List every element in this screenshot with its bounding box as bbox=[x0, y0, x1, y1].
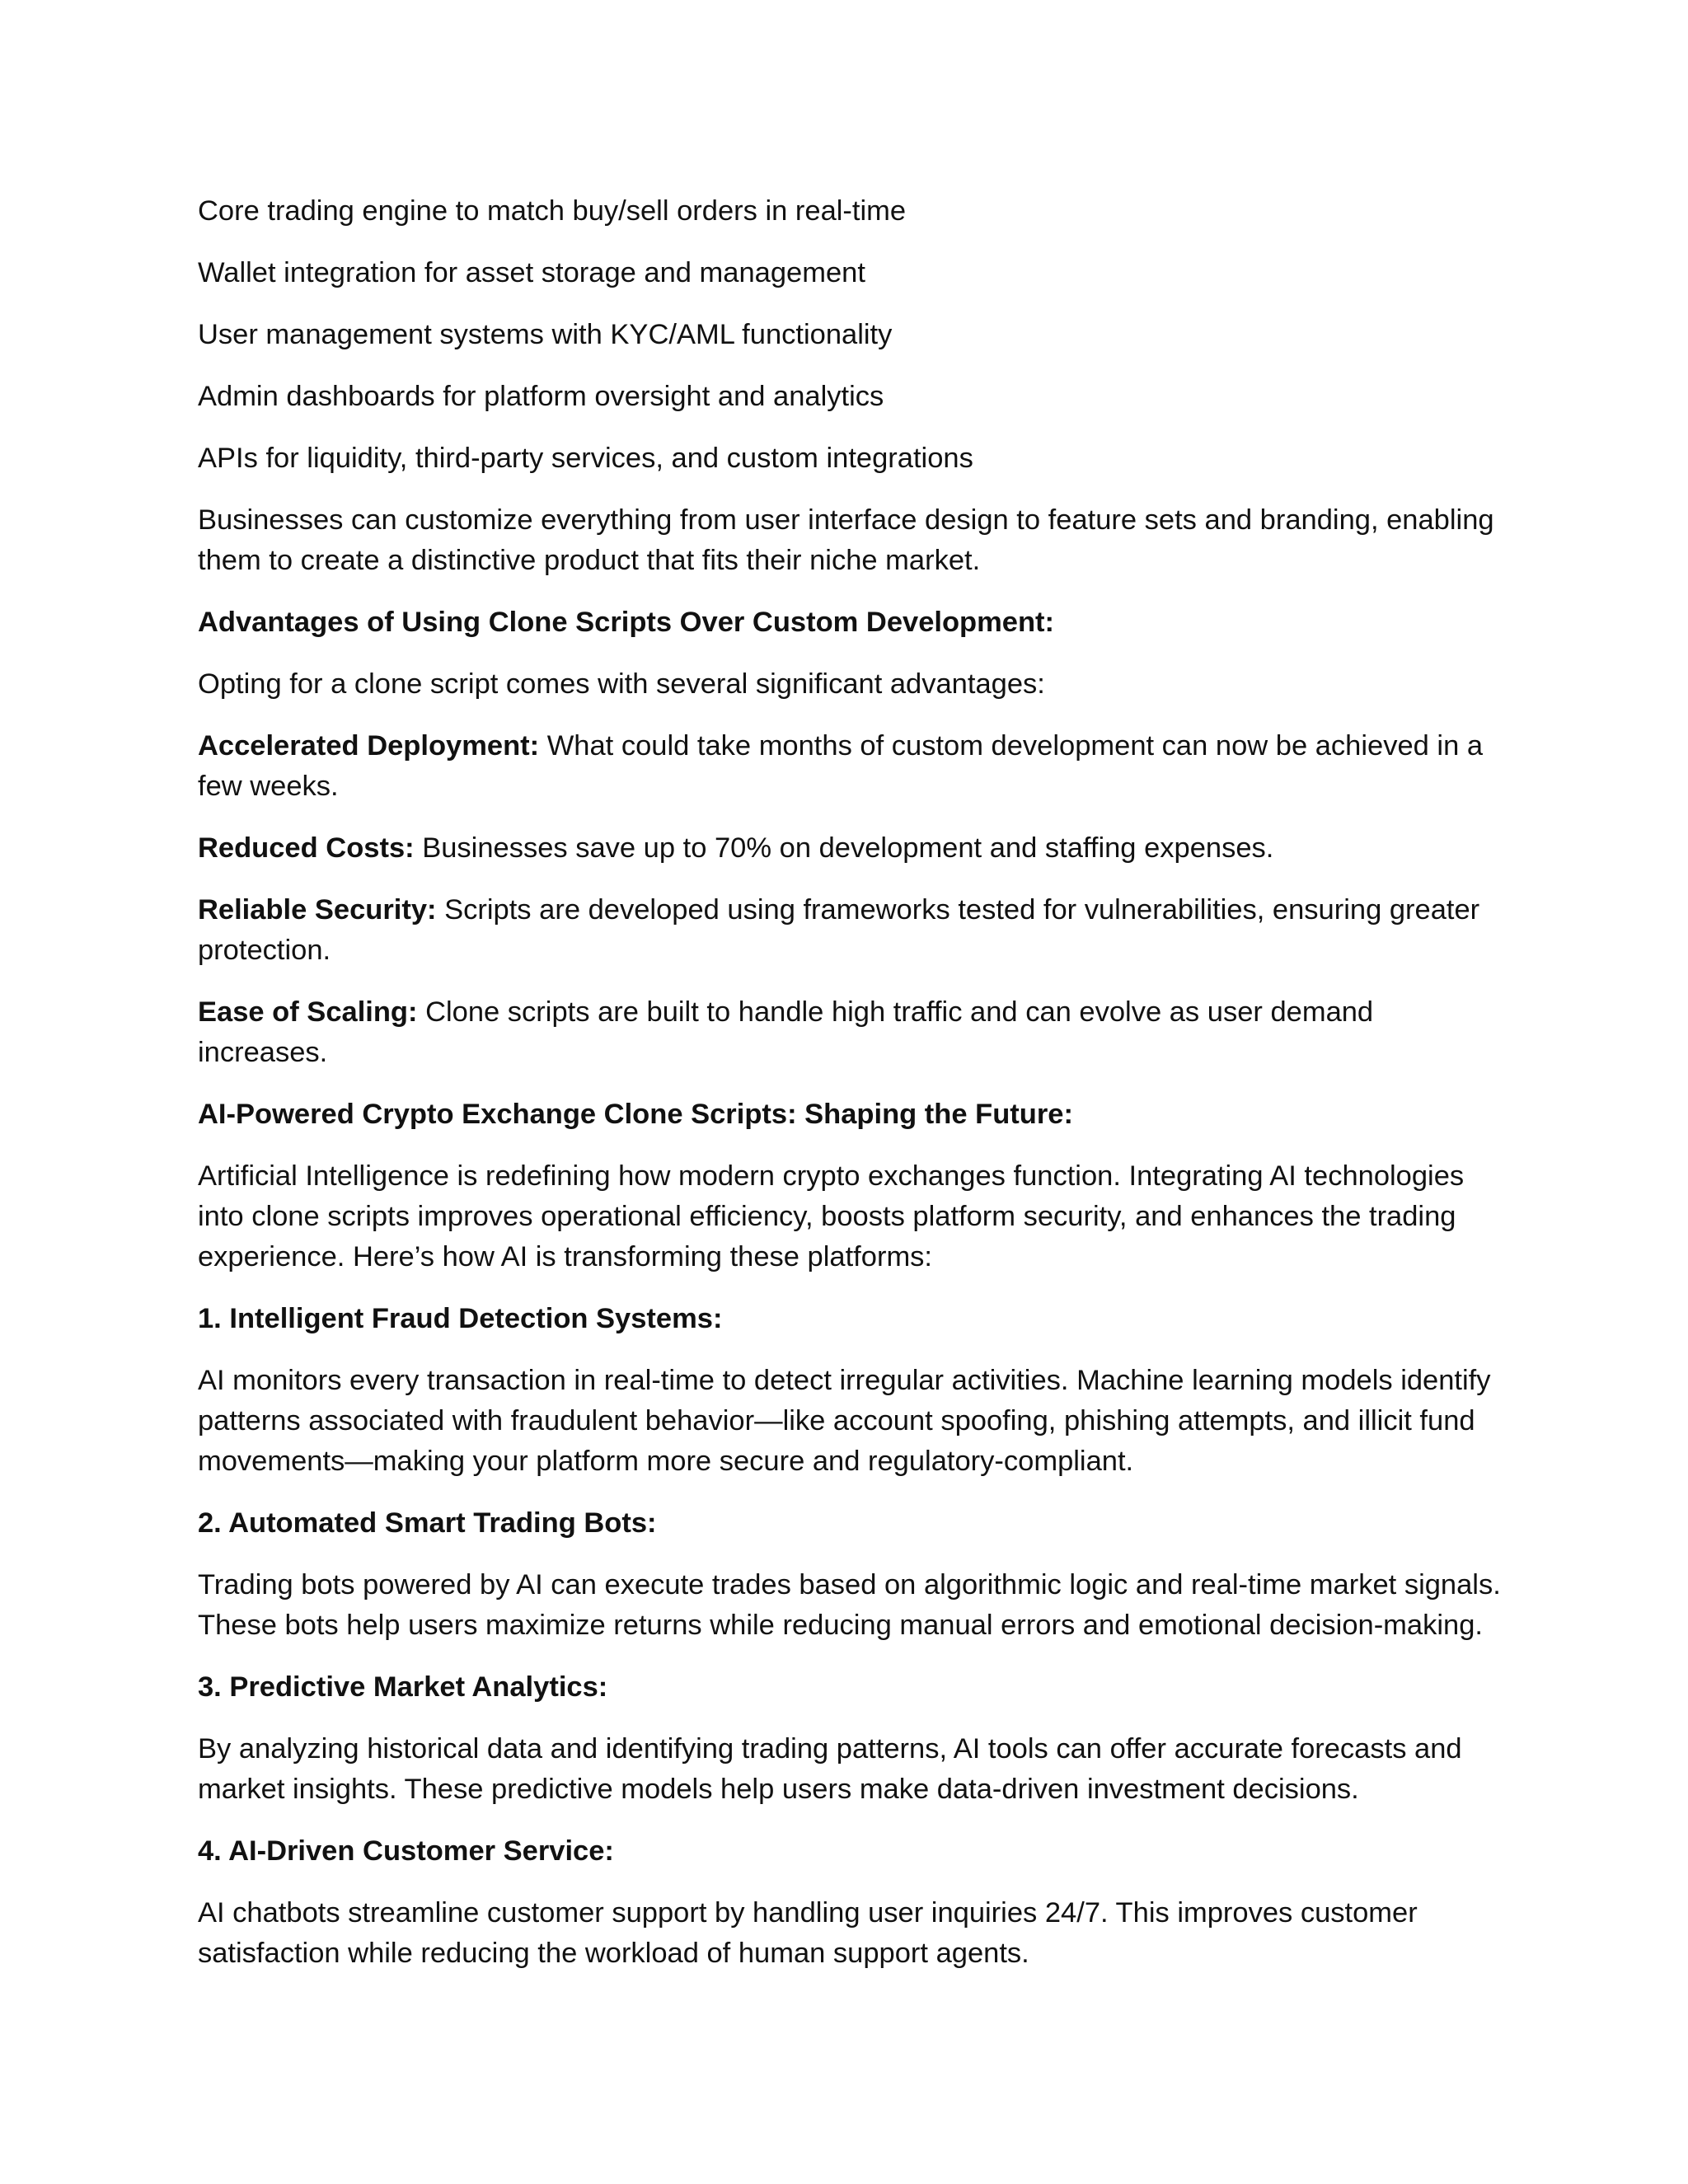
advantage-label: Reduced Costs: bbox=[198, 832, 415, 864]
advantage-label: Reliable Security: bbox=[198, 894, 437, 926]
advantages-heading: Advantages of Using Clone Scripts Over Custom Development: bbox=[198, 607, 1055, 638]
advantage-text: Clone scripts are built to handle high traffic and can evolve as user demand increases. bbox=[198, 996, 1374, 1068]
trading-bots-heading: 2. Automated Smart Trading Bots: bbox=[198, 1507, 657, 1539]
ai-section-heading: AI-Powered Crypto Exchange Clone Scripts: Shaping the Future: bbox=[198, 1099, 1073, 1130]
advantages-intro: Opting for a clone script comes with several significant advantages: bbox=[198, 668, 1045, 700]
advantage-text: Scripts are developed using frameworks tested for vulnerabilities, ensuring greater protection. bbox=[198, 894, 1480, 966]
advantage-text: What could take months of custom development can now be achieved in a few weeks. bbox=[198, 730, 1484, 802]
customer-service-heading: 4. AI-Driven Customer Service: bbox=[198, 1835, 614, 1867]
fraud-detection-paragraph: AI monitors every transaction in real-time to detect irregular activities. Machine learning models identify patterns associated with fraudulent behavior—like account spoofing, phishing attempts, and illicit fund movements—making your platform more secure and regulatory-compliant. bbox=[198, 1365, 1491, 1477]
advantage-reliable-security bbox=[198, 890, 1504, 971]
advantage-label: Ease of Scaling: bbox=[198, 996, 418, 1028]
feature-item-apis: APIs for liquidity, third-party services, and custom integrations bbox=[198, 443, 973, 474]
advantage-accelerated-deployment bbox=[198, 726, 1504, 807]
feature-item-user-management: User management systems with KYC/AML functionality bbox=[198, 319, 893, 350]
predictive-analytics-paragraph: By analyzing historical data and identifying trading patterns, AI tools can offer accurate forecasts and market insights. These predictive models help users make data-driven investment decisions. bbox=[198, 1733, 1462, 1805]
predictive-analytics-heading: 3. Predictive Market Analytics: bbox=[198, 1671, 608, 1703]
feature-item-admin-dashboards: Admin dashboards for platform oversight and analytics bbox=[198, 381, 884, 412]
ai-section-intro: Artificial Intelligence is redefining how modern crypto exchanges function. Integrating AI technologies into clone scripts improves operational efficiency, boosts platform security, and enhances the trading experience. Here’s how AI is transforming these platforms: bbox=[198, 1160, 1465, 1272]
advantage-label: Accelerated Deployment: bbox=[198, 730, 540, 762]
fraud-detection-heading: 1. Intelligent Fraud Detection Systems: bbox=[198, 1303, 723, 1334]
feature-item-wallet-integration: Wallet integration for asset storage and management bbox=[198, 257, 865, 288]
advantage-ease-of-scaling bbox=[198, 992, 1504, 1073]
advantage-reduced-costs bbox=[198, 828, 1504, 869]
feature-item-trading-engine: Core trading engine to match buy/sell orders in real-time bbox=[198, 195, 907, 227]
customization-paragraph: Businesses can customize everything from user interface design to feature sets and branding, enabling them to create a distinctive product that fits their niche market. bbox=[198, 504, 1494, 576]
customer-service-paragraph: AI chatbots streamline customer support by handling user inquiries 24/7. This improves customer satisfaction while reducing the workload of human support agents. bbox=[198, 1897, 1418, 1969]
document-page bbox=[198, 191, 1504, 1995]
advantage-text: Businesses save up to 70% on development and staffing expenses. bbox=[414, 832, 1274, 864]
trading-bots-paragraph: Trading bots powered by AI can execute trades based on algorithmic logic and real-time market signals. These bots help users maximize returns while reducing manual errors and emotional decision-making. bbox=[198, 1569, 1501, 1641]
